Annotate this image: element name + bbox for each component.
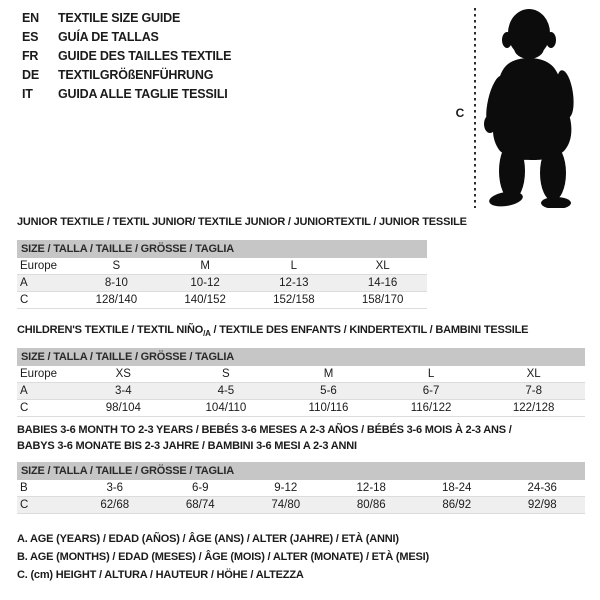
table-row-c bbox=[17, 292, 427, 309]
title-subscript: /A bbox=[203, 329, 211, 339]
toddler-silhouette-icon bbox=[483, 8, 593, 208]
children-table bbox=[17, 348, 585, 417]
cell: 122/128 bbox=[512, 402, 555, 414]
column-header: Europe bbox=[20, 260, 58, 272]
cell: 6-9 bbox=[191, 482, 209, 494]
column-header: XS bbox=[115, 368, 131, 380]
column-header-row bbox=[17, 258, 427, 275]
language-code: DE bbox=[22, 68, 39, 82]
cell: 158/170 bbox=[361, 294, 404, 306]
size-header-bar: SIZE / TALLA / TAILLE / GRÖSSE / TAGLIA bbox=[17, 348, 585, 366]
size-header-bar: SIZE / TALLA / TAILLE / GRÖSSE / TAGLIA bbox=[17, 462, 585, 480]
cell: 4-5 bbox=[217, 385, 235, 397]
legend-line-a: A. AGE (YEARS) / EDAD (AÑOS) / ÂGE (ANS) / ALTER (JAHRE) / ETÀ (ANNI) bbox=[17, 533, 399, 545]
row-label: A bbox=[20, 277, 28, 289]
cell: 10-12 bbox=[190, 277, 220, 289]
cell: 24-36 bbox=[527, 482, 557, 494]
table-row-c bbox=[17, 497, 585, 514]
language-row bbox=[22, 85, 231, 104]
column-header: S bbox=[112, 260, 121, 272]
column-header: L bbox=[427, 368, 435, 380]
language-row bbox=[22, 47, 231, 66]
language-row bbox=[22, 9, 231, 28]
cell: 3-6 bbox=[106, 482, 124, 494]
cell: 128/140 bbox=[95, 294, 138, 306]
table-row-a bbox=[17, 383, 585, 400]
language-code: EN bbox=[22, 11, 39, 25]
babies-table bbox=[17, 462, 585, 514]
cell: 98/104 bbox=[105, 402, 141, 414]
row-label: C bbox=[20, 499, 29, 511]
language-label: GUIDA ALLE TAGLIE TESSILI bbox=[58, 87, 228, 101]
language-label: TEXTILE SIZE GUIDE bbox=[58, 11, 181, 25]
table-row-a bbox=[17, 275, 427, 292]
language-list bbox=[22, 9, 231, 104]
cell: 68/74 bbox=[185, 499, 215, 511]
cell: 140/152 bbox=[184, 294, 226, 306]
cell: 62/68 bbox=[100, 499, 130, 511]
table-title-babies bbox=[17, 422, 592, 454]
column-header: M bbox=[200, 260, 210, 272]
cell: 9-12 bbox=[274, 482, 298, 494]
row-label: B bbox=[20, 482, 28, 494]
language-row bbox=[22, 66, 231, 85]
column-header: XL bbox=[526, 368, 541, 380]
table-row-b bbox=[17, 480, 585, 497]
cell: 14-16 bbox=[367, 277, 398, 289]
cell: 3-4 bbox=[114, 385, 132, 397]
language-code: FR bbox=[22, 49, 39, 63]
column-header-row bbox=[17, 366, 585, 383]
size-header-bar: SIZE / TALLA / TAILLE / GRÖSSE / TAGLIA bbox=[17, 240, 427, 258]
language-label: GUIDE DES TAILLES TEXTILE bbox=[58, 49, 232, 63]
column-header: L bbox=[290, 260, 298, 272]
row-label: C bbox=[20, 402, 29, 414]
cell: 152/158 bbox=[273, 294, 315, 306]
language-label: GUÍA DE TALLAS bbox=[58, 30, 159, 44]
cell: 12-18 bbox=[356, 482, 386, 494]
language-code: ES bbox=[22, 30, 39, 44]
cell: 5-6 bbox=[320, 385, 337, 397]
language-label: TEXTILGRÖßENFÜHRUNG bbox=[58, 68, 214, 82]
legend-line-c: C. (cm) HEIGHT / ALTURA / HAUTEUR / HÖHE / ALTEZZA bbox=[17, 569, 304, 581]
language-code: IT bbox=[22, 87, 33, 101]
legend-line-b: B. AGE (MONTHS) / EDAD (MESES) / ÂGE (MOIS) / ALTER (MONATE) / ETÀ (MESI) bbox=[17, 551, 429, 563]
column-header: Europe bbox=[20, 368, 58, 380]
cell: 92/98 bbox=[527, 499, 557, 511]
table-title-children bbox=[17, 324, 528, 338]
cell: 116/122 bbox=[410, 402, 452, 414]
cell: 80/86 bbox=[356, 499, 386, 511]
title-text: CHILDREN'S TEXTILE / TEXTIL NIÑO bbox=[17, 324, 204, 336]
cell: 12-13 bbox=[279, 277, 309, 289]
column-header: S bbox=[222, 368, 230, 380]
cell: 7-8 bbox=[525, 385, 542, 397]
cell: 18-24 bbox=[442, 482, 472, 494]
language-row bbox=[22, 28, 231, 47]
cell: 6-7 bbox=[422, 385, 440, 397]
junior-table bbox=[17, 240, 427, 309]
title-line-2: BABYS 3-6 MONATE BIS 2-3 JAHRE / BAMBINI 3-6 MESI A 2-3 ANNI bbox=[17, 440, 357, 452]
cell: 8-10 bbox=[104, 277, 128, 289]
column-header: XL bbox=[375, 260, 390, 272]
row-label: C bbox=[20, 294, 29, 306]
cell: 74/80 bbox=[271, 499, 301, 511]
table-title-junior: JUNIOR TEXTILE / TEXTIL JUNIOR/ TEXTILE JUNIOR / JUNIORTEXTIL / JUNIOR TESSILE bbox=[17, 216, 467, 228]
row-label: A bbox=[20, 385, 28, 397]
height-measure-line bbox=[474, 8, 476, 208]
column-header: M bbox=[323, 368, 334, 380]
table-row-c bbox=[17, 400, 585, 417]
cell: 110/116 bbox=[308, 402, 349, 414]
title-line-1: BABIES 3-6 MONTH TO 2-3 YEARS / BEBÉS 3-6 MESES A 2-3 AÑOS / BÉBÉS 3-6 MOIS À 2-3 ANS / bbox=[17, 424, 512, 436]
title-text: / TEXTILE DES ENFANTS / KINDERTEXTIL / BAMBINI TESSILE bbox=[210, 324, 529, 336]
cell: 86/92 bbox=[442, 499, 472, 511]
measure-label-c: C bbox=[455, 106, 465, 120]
legend bbox=[17, 530, 429, 584]
cell: 104/110 bbox=[205, 402, 247, 414]
